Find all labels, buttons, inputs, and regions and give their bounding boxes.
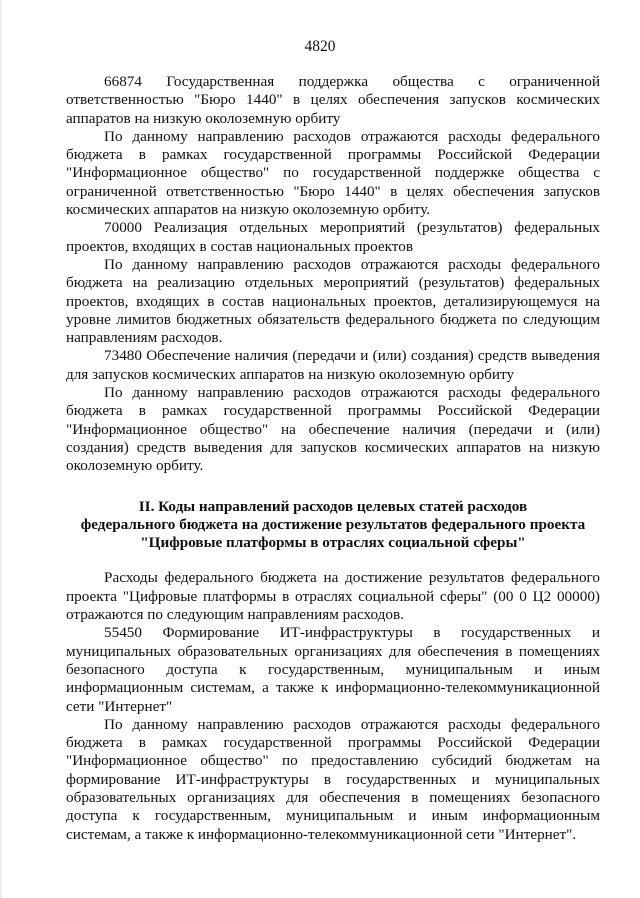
paragraph-66874-description: По данному направлению расходов отражаются расходы федерального бюджета в рамках государственной программы Российской Федерации "Информационное общество" по государственной поддержке общества с ограниченной ответственностью "Бюро 1440" в целях обеспечения запусков космических аппаратов на низкую околоземную орбиту.	[66, 127, 600, 219]
section-heading-line-2: федерального бюджета на достижение результатов федерального проекта	[80, 515, 586, 533]
paragraph-70000-description: По данному направлению расходов отражаются расходы федерального бюджета на реализацию отдельных мероприятий (результатов) федеральных проектов, входящих в состав национальных проектов, детализирующемуся на уровне лимитов бюджетных обязательств федерального бюджета по следующим направлениям расходов.	[66, 255, 600, 347]
page-number: 4820	[304, 38, 336, 55]
paragraph-70000-title: 70000 Реализация отдельных мероприятий (результатов) федеральных проектов, входящих в состав национальных проектов	[66, 219, 600, 255]
paragraph-section-intro: Расходы федерального бюджета на достижение результатов федерального проекта "Цифровые платформы в отраслях социальной сферы" (00 0 Ц2 00000) отражаются по следующим направлениям расходов.	[66, 569, 600, 624]
paragraph-66874-title: 66874 Государственная поддержка общества с ограниченной ответственностью "Бюро 1440" в целях обеспечения запусков космических аппаратов на низкую околоземную орбиту	[66, 73, 600, 127]
paragraph-55450-description: По данному направлению расходов отражаются расходы федерального бюджета в рамках государственной программы Российской Федерации "Информационное общество" по предоставлению субсидий бюджетам на формирование ИТ-инфраструктуры в государственных и муниципальных образовательных организациях для обеспечения в помещениях безопасного доступа к государственным, муниципальным и иным информационным системам, а также к информационно-телекоммуникационной сети "Интернет".	[66, 715, 600, 843]
document-body	[66, 73, 600, 844]
section-heading-line-3: "Цифровые платформы в отраслях социальной сферы"	[140, 534, 526, 552]
scan-edge-shadow	[0, 0, 3, 898]
section-heading-line-1: II. Коды направлений расходов целевых статей расходов	[138, 497, 528, 515]
paragraph-73480-description: По данному направлению расходов отражаются расходы федерального бюджета в рамках государственной программы Российской Федерации "Информационное общество" на обеспечение наличия (передачи и (или) создания) средств выведения для запусков космических аппаратов на низкую околоземную орбиту.	[66, 384, 600, 475]
section-heading	[66, 498, 600, 553]
paragraph-73480-title: 73480 Обеспечение наличия (передачи и (или) создания) средств выведения для запусков космических аппаратов на низкую околоземную орбиту	[66, 347, 600, 383]
paragraph-55450-title: 55450 Формирование ИТ-инфраструктуры в государственных и муниципальных образовательных организациях для обеспечения в помещениях безопасного доступа к государственным, муниципальным и иным информационным системам, а также к информационно-телекоммуникационной сети "Интернет"	[66, 624, 600, 715]
